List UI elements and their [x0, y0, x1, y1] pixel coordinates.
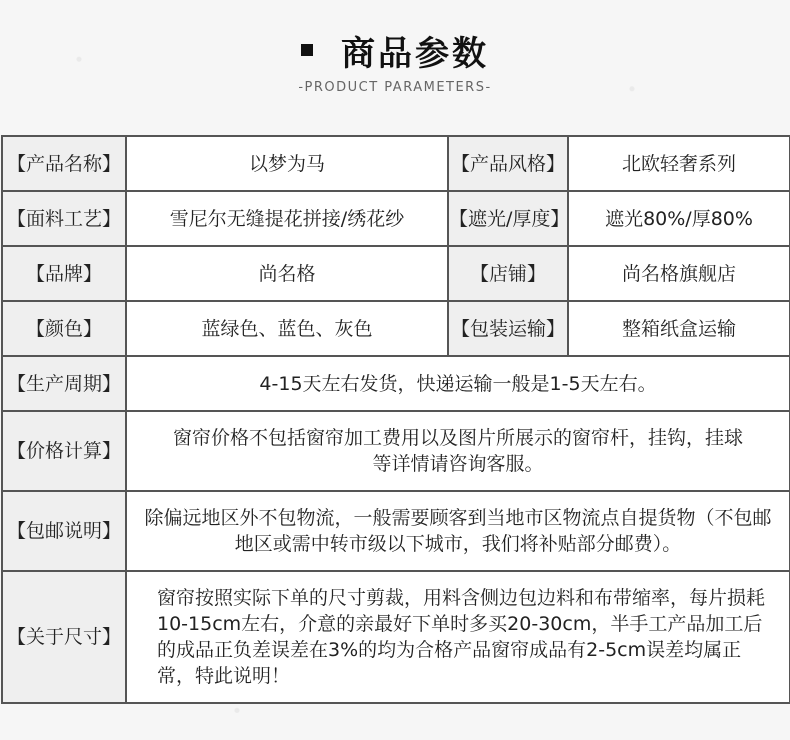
size-value: 窗帘按照实际下单的尺寸剪裁，用料含侧边包边料和布带缩率，每片损耗10-15cm左右，介意的亲最好下单时多买20-30cm，半手工产品加工后的成品正负差误差在3%的均为合格产品窗帘成品有2-5cm误差均属正常，特此说明！	[126, 571, 790, 703]
price-calc-label: 【价格计算】	[2, 411, 126, 491]
page-subtitle: -PRODUCT PARAMETERS-	[298, 80, 492, 95]
production-cycle-value: 4-15天左右发货，快递运输一般是1-5天左右。	[126, 356, 790, 411]
shipping-label: 【包邮说明】	[2, 491, 126, 571]
table-row	[2, 136, 790, 191]
page-header	[0, 24, 790, 95]
fabric-label: 【面料工艺】	[2, 191, 126, 246]
table-row	[2, 411, 790, 491]
product-style-value: 北欧轻奢系列	[568, 136, 790, 191]
shading-label: 【遮光/厚度】	[448, 191, 568, 246]
fabric-value: 雪尼尔无缝提花拼接/绣花纱	[126, 191, 448, 246]
shading-value: 遮光80%/厚80%	[568, 191, 790, 246]
product-style-label: 【产品风格】	[448, 136, 568, 191]
price-calc-value: 窗帘价格不包括窗帘加工费用以及图片所展示的窗帘杆，挂钩，挂球等详情请咨询客服。	[126, 411, 790, 491]
production-cycle-label: 【生产周期】	[2, 356, 126, 411]
page-title: 商品参数	[341, 33, 489, 74]
shipping-value: 除偏远地区外不包物流，一般需要顾客到当地市区物流点自提货物（不包邮地区或需中转市级以下城市，我们将补贴部分邮费）。	[126, 491, 790, 571]
packing-label: 【包装运输】	[448, 301, 568, 356]
brand-value: 尚名格	[126, 246, 448, 301]
table-row	[2, 491, 790, 571]
brand-label: 【品牌】	[2, 246, 126, 301]
table-row	[2, 191, 790, 246]
table-row	[2, 301, 790, 356]
color-value: 蓝绿色、蓝色、灰色	[126, 301, 448, 356]
title-row	[0, 24, 790, 76]
shop-value: 尚名格旗舰店	[568, 246, 790, 301]
size-label: 【关于尺寸】	[2, 571, 126, 703]
product-name-label: 【产品名称】	[2, 136, 126, 191]
shop-label: 【店铺】	[448, 246, 568, 301]
table-row	[2, 356, 790, 411]
table-row	[2, 246, 790, 301]
packing-value: 整箱纸盒运输	[568, 301, 790, 356]
square-bullet-icon	[301, 44, 313, 56]
table-row	[2, 571, 790, 703]
color-label: 【颜色】	[2, 301, 126, 356]
product-parameters-table	[1, 135, 790, 704]
product-name-value: 以梦为马	[126, 136, 448, 191]
